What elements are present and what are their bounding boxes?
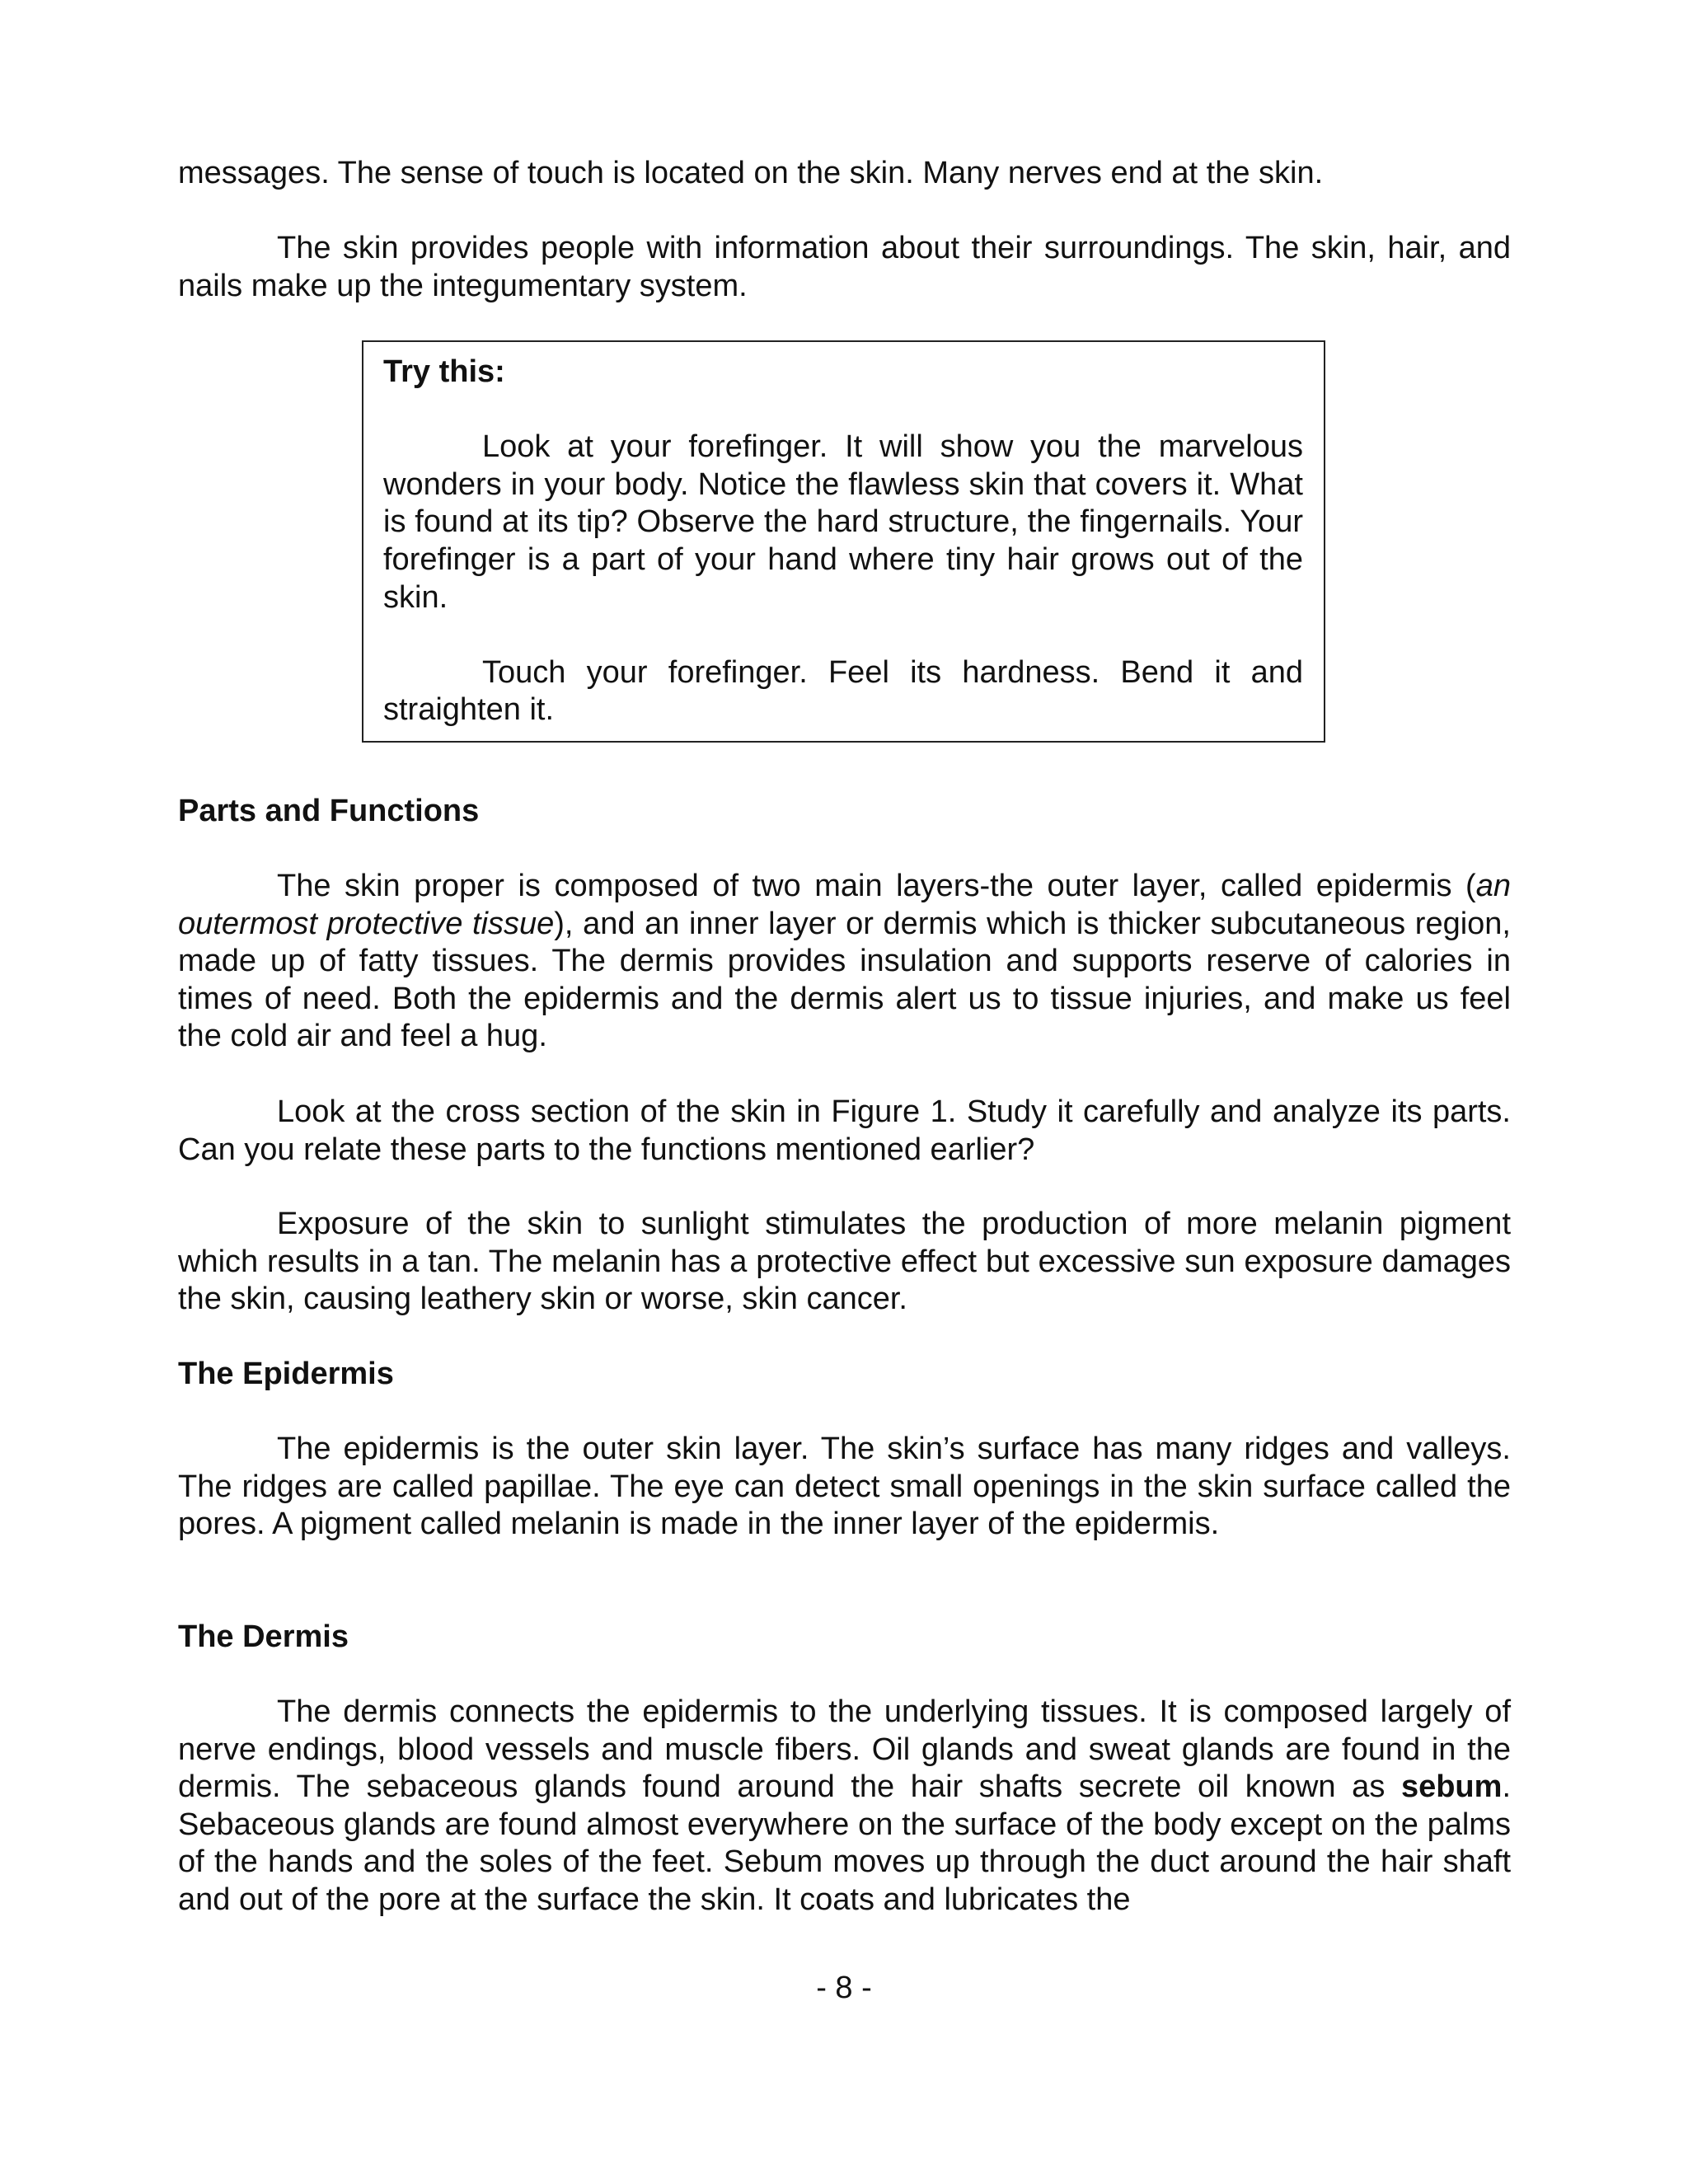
try-this-paragraph-1: Look at your forefinger. It will show you the marvelous wonders in your body. Notice the flawless skin that covers it. What is found at its tip? Observe the hard structure, the fingernails. Your forefinger is a part of your hand where tiny hair grows out of the skin. <box>383 429 1303 615</box>
page-number: - 8 - <box>816 1971 872 2005</box>
skin-layers-text-a: The skin proper is composed of two main layers-the outer layer, called epidermis ( <box>277 869 1476 903</box>
dermis-text-b: . Sebaceous glands are found almost everywhere on the surface of the body except on the palms of the hands and the soles of the feet. Sebum moves up through the duct around the hair shaft and out of the pore at the surface the skin. It coats and lubricates the <box>178 1769 1511 1917</box>
try-this-box <box>362 340 1325 743</box>
paragraph-intro-continued: messages. The sense of touch is located on the skin. Many nerves end at the skin. <box>178 156 1324 190</box>
paragraph-melanin-sun: Exposure of the skin to sunlight stimulates the production of more melanin pigment which results in a tan. The melanin has a protective effect but excessive sun exposure damages the skin, causing leathery skin or worse, skin cancer. <box>178 1207 1511 1317</box>
heading-dermis: The Dermis <box>178 1619 349 1654</box>
try-this-paragraph-2: Touch your forefinger. Feel its hardness. Bend it and straighten it. <box>383 654 1303 728</box>
sebum-term: sebum <box>1400 1769 1503 1805</box>
heading-epidermis: The Epidermis <box>178 1357 394 1391</box>
dermis-text-a: The dermis connects the epidermis to the underlying tissues. It is composed largely of nerve endings, blood vessels and muscle fibers. Oil glands and sweat glands are found in the dermis. The sebaceous glands found around the hair shafts secrete oil known as <box>178 1694 1511 1805</box>
paragraph-integumentary: The skin provides people with information about their surroundings. The skin, hair, and nails make up the integumentary system. <box>178 231 1511 303</box>
skin-layers-text-b: ), and an inner layer or dermis which is thicker subcutaneous region, made up of fatty tissues. The dermis provides insulation and supports reserve of calories in times of need. Both the epidermis and the dermis alert us to tissue injuries, and make us feel the cold air and feel a hug. <box>178 906 1511 1054</box>
paragraph-cross-section: Look at the cross section of the skin in Figure 1. Study it carefully and analyze its parts. Can you relate these parts to the functions mentioned earlier? <box>178 1094 1511 1167</box>
paragraph-skin-layers <box>178 868 1511 1056</box>
epidermis-definition: an outermost protective tissue <box>178 869 1511 941</box>
paragraph-epidermis: The epidermis is the outer skin layer. The skin’s surface has many ridges and valleys. The ridges are called papillae. The eye can detect small openings in the skin surface called the pores. A pigment called melanin is made in the inner layer of the epidermis. <box>178 1432 1511 1542</box>
paragraph-dermis <box>178 1694 1511 1919</box>
try-this-title: Try this: <box>383 354 505 389</box>
heading-parts-and-functions: Parts and Functions <box>178 794 480 828</box>
